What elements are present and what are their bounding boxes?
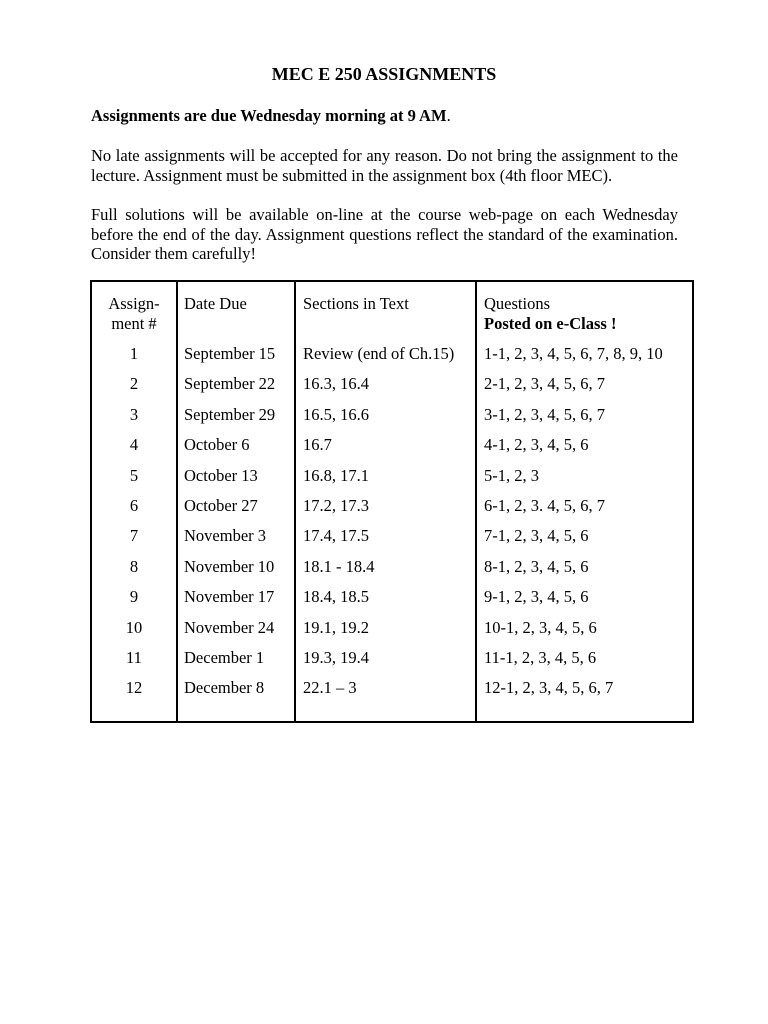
assignment-number-cell: 3 (129, 404, 139, 424)
sections-cell: 16.3, 16.4 (303, 374, 369, 394)
column-divider (176, 282, 178, 721)
header-questions: Questions (484, 294, 550, 313)
date-due-cell: October 6 (184, 435, 250, 455)
column-divider (294, 282, 296, 721)
date-due-cell: November 17 (184, 587, 275, 607)
sections-cell: 18.4, 18.5 (303, 587, 369, 607)
assignment-number-cell: 1 (129, 344, 139, 363)
date-due-cell: December 1 (184, 648, 265, 667)
assignment-number-cell: 6 (129, 496, 139, 515)
date-due-cell: September 29 (184, 404, 276, 424)
header-sections: Sections in Text (303, 294, 409, 313)
header-assignment-number-line1: Assign- (108, 294, 160, 313)
date-due-cell: November 10 (184, 556, 275, 576)
sections-cell: 22.1 – 3 (303, 678, 357, 698)
sections-cell: 16.5, 16.6 (303, 404, 369, 424)
date-due-cell: November 24 (184, 617, 275, 637)
due-notice-tail: . (446, 106, 451, 125)
sections-cell: Review (end of Ch.15) (303, 344, 455, 363)
date-due-cell: December 8 (184, 678, 265, 698)
solutions-paragraph: Full solutions will be available on-line at the course web-page on each Wednesday before the end of the day. Assignment questions reflect the standard of the examination. Consider them carefully! (91, 205, 678, 263)
questions-cell: 10-1, 2, 3, 4, 5, 6 (484, 617, 597, 637)
questions-cell: 9-1, 2, 3, 4, 5, 6 (484, 587, 589, 607)
sections-cell: 17.2, 17.3 (303, 496, 369, 515)
policy-paragraph: No late assignments will be accepted for any reason. Do not bring the assignment to the lecture. Assignment must be submitted in the assignment box (4th floor MEC). (91, 146, 678, 185)
due-notice-bold: Assignments are due Wednesday morning at 9 AM (91, 106, 447, 125)
questions-cell: 4-1, 2, 3, 4, 5, 6 (484, 435, 589, 455)
questions-cell: 6-1, 2, 3. 4, 5, 6, 7 (484, 496, 605, 515)
questions-cell: 7-1, 2, 3, 4, 5, 6 (484, 526, 589, 546)
assignment-number-cell: 5 (129, 465, 139, 485)
sections-cell: 17.4, 17.5 (303, 526, 369, 546)
due-notice (91, 104, 681, 128)
date-due-cell: October 13 (184, 465, 258, 485)
page-title: MEC E 250 ASSIGNMENTS (271, 64, 497, 84)
sections-cell: 19.3, 19.4 (303, 648, 369, 667)
assignment-number-cell: 11 (126, 648, 142, 667)
questions-cell: 12-1, 2, 3, 4, 5, 6, 7 (484, 678, 614, 698)
date-due-cell: November 3 (184, 526, 267, 546)
questions-cell: 2-1, 2, 3, 4, 5, 6, 7 (484, 374, 605, 394)
sections-cell: 18.1 - 18.4 (303, 556, 375, 576)
assignment-number-cell: 7 (129, 526, 139, 546)
assignments-table (90, 280, 694, 723)
date-due-cell: September 15 (184, 344, 276, 363)
date-due-cell: October 27 (184, 496, 258, 515)
assignment-number-cell: 9 (129, 587, 139, 607)
header-assignment-number-line2: ment # (111, 314, 157, 333)
sections-cell: 16.7 (303, 435, 332, 455)
questions-cell: 5-1, 2, 3 (484, 465, 539, 485)
sections-cell: 19.1, 19.2 (303, 617, 369, 637)
header-date-due: Date Due (184, 294, 247, 313)
assignment-number-cell: 4 (129, 435, 139, 455)
questions-cell: 3-1, 2, 3, 4, 5, 6, 7 (484, 404, 605, 424)
questions-cell: 1-1, 2, 3, 4, 5, 6, 7, 8, 9, 10 (484, 344, 663, 363)
column-divider (475, 282, 477, 721)
assignment-number-cell: 10 (125, 617, 143, 637)
questions-cell: 11-1, 2, 3, 4, 5, 6 (484, 648, 597, 667)
assignment-number-cell: 2 (129, 374, 139, 394)
header-questions-note: Posted on e-Class ! (484, 314, 617, 333)
sections-cell: 16.8, 17.1 (303, 465, 369, 485)
questions-cell: 8-1, 2, 3, 4, 5, 6 (484, 556, 589, 576)
assignment-number-cell: 12 (125, 678, 143, 698)
date-due-cell: September 22 (184, 374, 276, 394)
assignment-number-cell: 8 (129, 556, 139, 576)
